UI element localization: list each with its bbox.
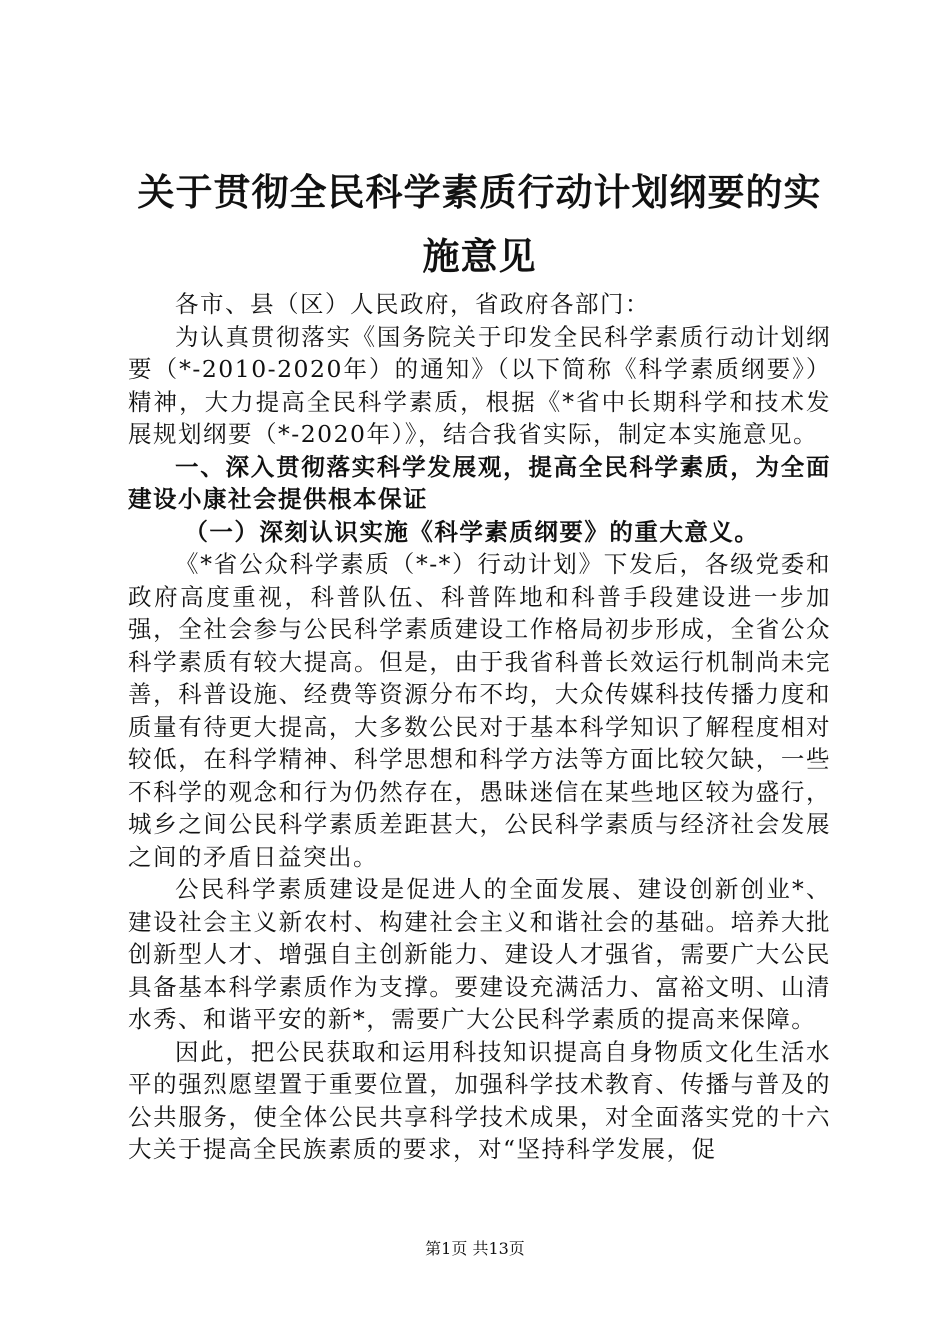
document-body: [128, 160, 831, 1166]
page-footer: 第1页 共13页: [425, 1239, 525, 1258]
section-heading-1: 一、深入贯彻落实科学发展观，提高全民科学素质，为全面建设小康社会提供根本保证: [128, 452, 831, 513]
body-paragraph-1: 《*省公众科学素质（*-*）行动计划》下发后，各级党委和政府高度重视，科普队伍、科普阵地和科普手段建设进一步加强，全社会参与公民科学素质建设工作格局初步形成，全省公众科学素质有较大提高。但是，由于我省科普长效运行机制尚未完善，科普设施、经费等资源分布不均，大众传媒科技传播力度和质量有待更大提高，大多数公民对于基本科学知识了解程度相对较低，在科学精神、科学思想和科学方法等方面比较欠缺，一些不科学的观念和行为仍然存在，愚昧迷信在某些地区较为盛行，城乡之间公民科学素质差距甚大，公民科学素质与经济社会发展之间的矛盾日益突出。: [128, 550, 831, 871]
subsection-heading-1: （一）深刻认识实施《科学素质纲要》的重大意义。: [184, 517, 760, 546]
document-title: 关于贯彻全民科学素质行动计划纲要的实施意见: [137, 170, 822, 278]
body-paragraph-3: 因此，把公民获取和运用科技知识提高自身物质文化生活水平的强烈愿望置于重要位置，加强科学技术教育、传播与普及的公共服务，使全体公民共享科学技术成果，对全面落实党的十六大关于提高全民族素质的要求，对“坚持科学发展，促: [128, 1037, 831, 1163]
salutation-paragraph: 各市、县（区）人民政府，省政府各部门：: [175, 290, 650, 318]
intro-paragraph: 为认真贯彻落实《国务院关于印发全民科学素质行动计划纲要（*-2010-2020年）的通知》（以下简称《科学素质纲要》）精神，大力提高全民科学素质，根据《*省中长期科学和技术发展规划纲要（*-2020年）》，结合我省实际，制定本实施意见。: [128, 322, 831, 448]
body-paragraph-2: 公民科学素质建设是促进人的全面发展、建设创新创业*、建设社会主义新农村、构建社会主义和谐社会的基础。培养大批创新型人才、增强自主创新能力、建设人才强省，需要广大公民具备基本科学素质作为支撑。要建设充满活力、富裕文明、山清水秀、和谐平安的新*，需要广大公民科学素质的提高来保障。: [128, 875, 831, 1033]
